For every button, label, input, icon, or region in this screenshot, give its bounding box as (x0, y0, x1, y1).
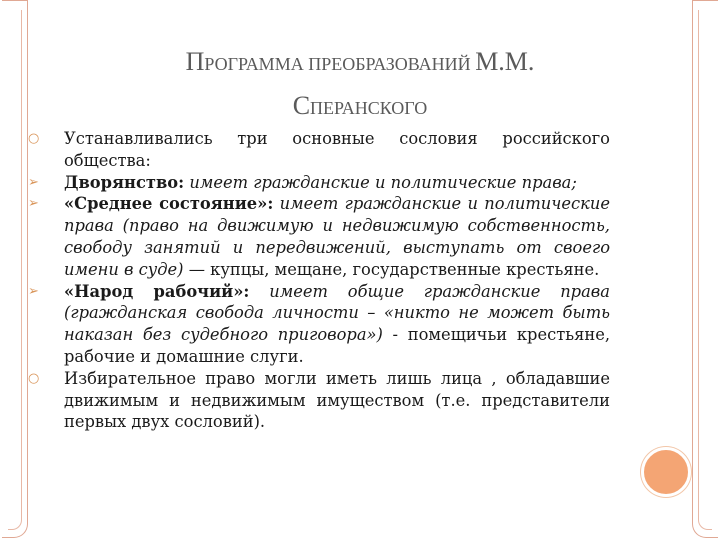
arrow-bullet-icon: ➢ (28, 174, 39, 190)
list-item (28, 172, 610, 194)
item-members: - помещичьи крестьяне, рабочие и домашние слуги. (64, 325, 611, 366)
title-surname-initial: С (292, 91, 311, 120)
title-surname: ПЕРАНСКОГО (310, 98, 428, 118)
item-description: имеет гражданские и политические права; (184, 172, 577, 192)
item-description: имеет общие гражданские права (гражданская свобода личности – «никто не может быть наказан без судебного приговора») (64, 281, 610, 345)
list-item (28, 128, 610, 172)
list-item (28, 281, 611, 368)
title-initial: П (185, 47, 205, 76)
bullet-list (28, 128, 611, 433)
title-text: РОГРАММА ПРЕОБРАЗОВАНИЙ (204, 54, 476, 74)
item-description: имеет гражданские и политические права (право на движимую и недвижимую собственность, свободу занятий и передвижений, выступать от своего имени в суде) (64, 194, 611, 279)
title-initials-name: М.М. (475, 47, 535, 76)
title-line-1 (60, 42, 660, 86)
item-text: Избирательное право могли иметь лишь лица , обладавшие движимым и недвижимым имуществом (т.е. представители первых двух сословий). (64, 368, 610, 432)
arrow-bullet-icon: ➢ (28, 283, 39, 299)
slide-title (60, 42, 660, 130)
list-item (28, 368, 610, 433)
item-heading: «Среднее состояние»: (64, 194, 274, 214)
decorative-circle (641, 447, 691, 497)
circle-bullet-icon: ○ (28, 370, 40, 386)
circle-bullet-icon: ○ (28, 131, 40, 146)
title-line-2 (60, 86, 660, 130)
item-members: — купцы, мещане, государственные крестьяне. (183, 259, 600, 279)
right-frame-inner-border (698, 10, 712, 530)
list-item (28, 193, 611, 280)
arrow-bullet-icon: ➢ (28, 196, 39, 212)
item-heading: Дворянство: (64, 172, 185, 192)
item-heading: «Народ рабочий»: (64, 281, 250, 301)
left-frame-inner-border (8, 10, 22, 530)
item-text: Устанавливались три основные сословия российского общества: (64, 129, 610, 170)
